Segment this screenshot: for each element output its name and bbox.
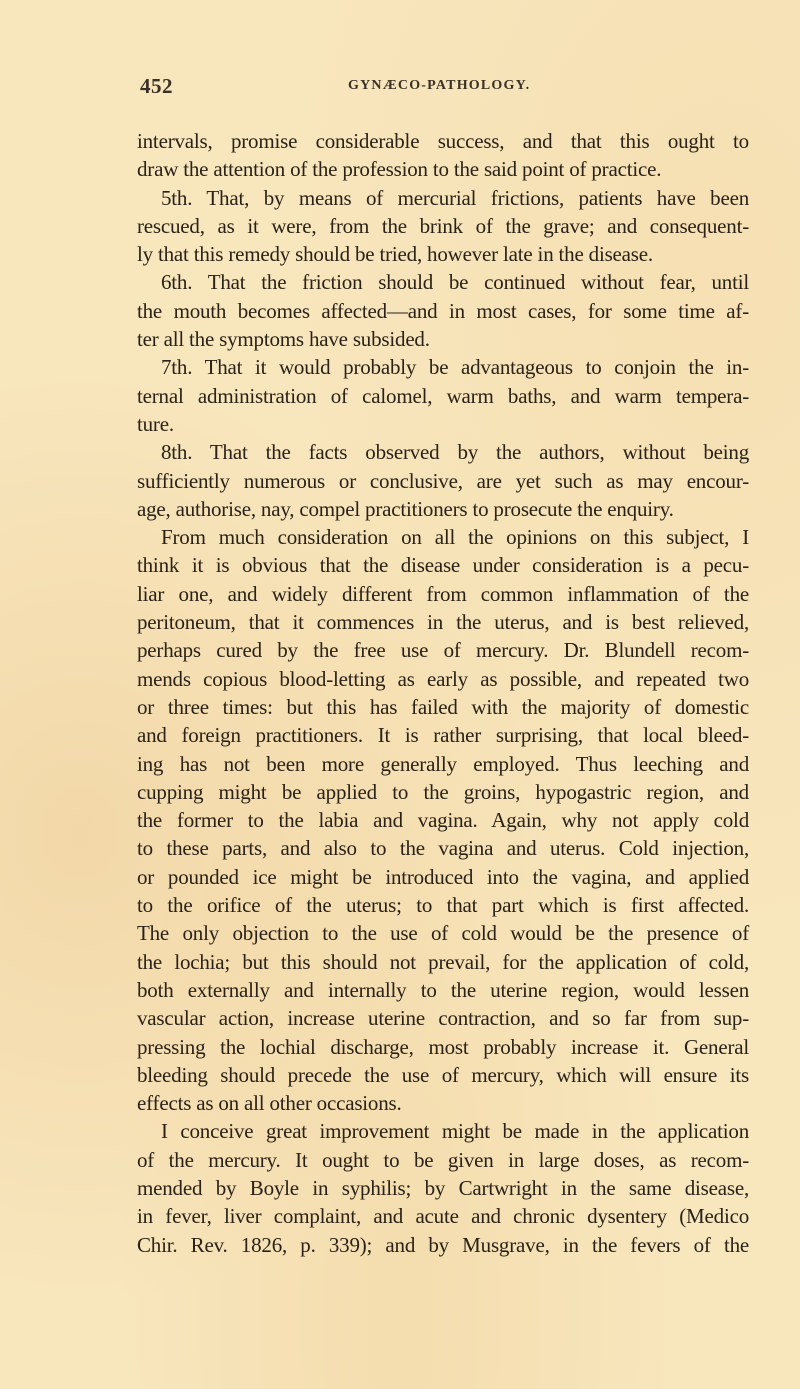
text-line: ter all the symptoms have subsided. bbox=[137, 327, 430, 352]
text-line: peritoneum, that it commences in the uterus, and is best relieved, bbox=[137, 610, 749, 635]
text-line: 6th. That the friction should be continued without fear, until bbox=[161, 270, 749, 295]
text-line: draw the attention of the profession to the said point of practice. bbox=[137, 157, 662, 182]
running-head bbox=[140, 74, 750, 102]
text-line: The only objection to the use of cold would be the presence of bbox=[137, 921, 749, 946]
text-line: ly that this remedy should be tried, however late in the disease. bbox=[137, 242, 653, 267]
text-line: ing has not been more generally employed. Thus leeching and bbox=[137, 751, 749, 776]
text-line: 7th. That it would probably be advantageous to conjoin the in- bbox=[161, 355, 749, 380]
text-line: the mouth becomes affected—and in most cases, for some time af- bbox=[137, 298, 749, 323]
text-line: or three times: but this has failed with the majority of domestic bbox=[137, 694, 749, 719]
text-line: to the orifice of the uterus; to that part which is first affected. bbox=[137, 893, 749, 918]
text-line: bleeding should precede the use of mercury, which will ensure its bbox=[137, 1062, 749, 1087]
text-line: age, authorise, nay, compel practitioners to prosecute the enquiry. bbox=[137, 496, 674, 521]
text-line: From much consideration on all the opinions on this subject, I bbox=[161, 525, 749, 550]
text-line: vascular action, increase uterine contraction, and so far from sup- bbox=[137, 1006, 749, 1031]
text-line: or pounded ice might be introduced into the vagina, and applied bbox=[137, 864, 749, 889]
page-number: 452 bbox=[140, 74, 173, 98]
text-line: the lochia; but this should not prevail, for the application of cold, bbox=[137, 949, 749, 974]
text-line: liar one, and widely different from common inflammation of the bbox=[137, 581, 749, 606]
text-line: ternal administration of calomel, warm baths, and warm tempera- bbox=[137, 383, 749, 408]
text-line: 8th. That the facts observed by the authors, without being bbox=[161, 440, 749, 465]
text-line: ture. bbox=[137, 411, 174, 436]
text-line: think it is obvious that the disease under consideration is a pecu- bbox=[137, 553, 749, 578]
text-line: in fever, liver complaint, and acute and chronic dysentery (Medico bbox=[137, 1204, 749, 1229]
text-line: effects as on all other occasions. bbox=[137, 1091, 402, 1116]
text-line: of the mercury. It ought to be given in large doses, as recom- bbox=[137, 1147, 749, 1172]
text-line: cupping might be applied to the groins, hypogastric region, and bbox=[137, 779, 749, 804]
text-line: the former to the labia and vagina. Again, why not apply cold bbox=[137, 808, 749, 833]
text-line: sufficiently numerous or conclusive, are yet such as may encour- bbox=[137, 468, 749, 493]
text-line: mended by Boyle in syphilis; by Cartwright in the same disease, bbox=[137, 1175, 749, 1200]
text-line: perhaps cured by the free use of mercury. Dr. Blundell recom- bbox=[137, 638, 749, 663]
text-line: 5th. That, by means of mercurial frictions, patients have been bbox=[161, 185, 749, 210]
text-line: and foreign practitioners. It is rather surprising, that local bleed- bbox=[137, 723, 749, 748]
text-line: pressing the lochial discharge, most probably increase it. General bbox=[137, 1034, 749, 1059]
text-line: rescued, as it were, from the brink of the grave; and consequent- bbox=[137, 213, 749, 238]
text-line: both externally and internally to the uterine region, would lessen bbox=[137, 977, 749, 1002]
text-line: mends copious blood-letting as early as possible, and repeated two bbox=[137, 666, 749, 691]
text-line: Chir. Rev. 1826, p. 339); and by Musgrave, in the fevers of the bbox=[137, 1232, 749, 1257]
text-line: to these parts, and also to the vagina and uterus. Cold injection, bbox=[137, 836, 749, 861]
text-line: intervals, promise considerable success, and that this ought to bbox=[137, 129, 749, 153]
text-line: I conceive great improvement might be made in the application bbox=[161, 1119, 749, 1144]
body-text bbox=[137, 127, 749, 1259]
running-title: GYNÆCO-PATHOLOGY. bbox=[348, 78, 531, 93]
